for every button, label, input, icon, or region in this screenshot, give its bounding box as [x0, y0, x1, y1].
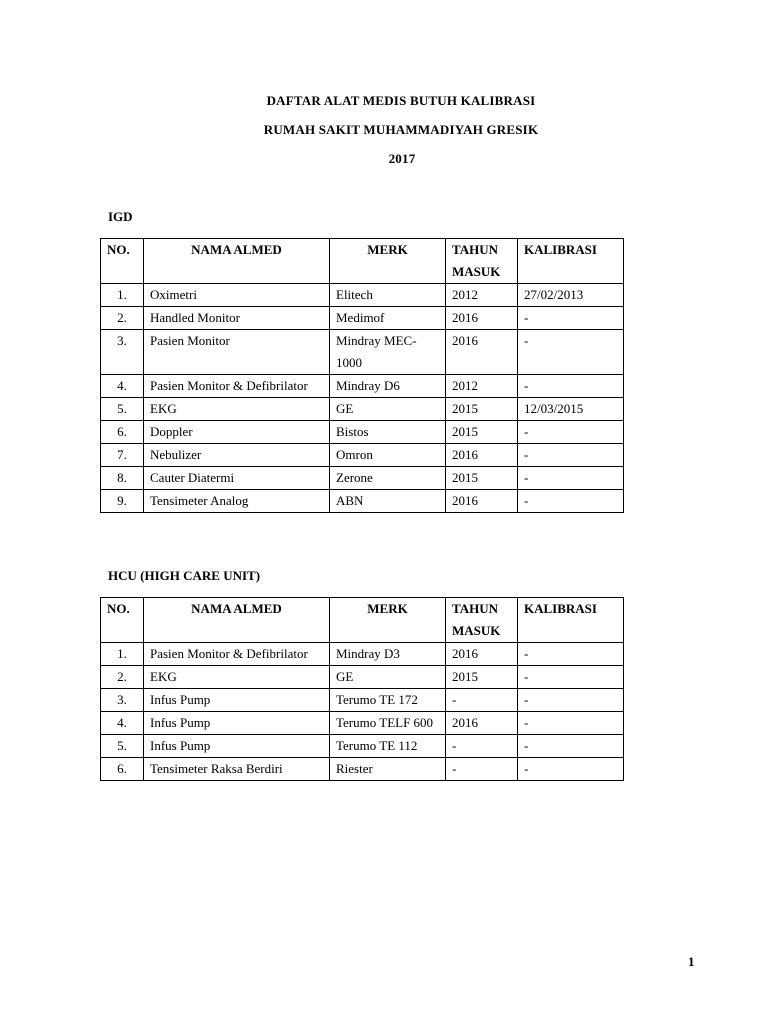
table-row [101, 375, 624, 398]
table-row [101, 735, 624, 758]
header-no: NO. [101, 239, 144, 284]
table-row [101, 490, 624, 513]
cell-merk: GE [330, 666, 446, 689]
cell-no: 6. [101, 758, 144, 781]
cell-tahun-masuk: - [446, 735, 518, 758]
cell-nama-almed: EKG [144, 398, 330, 421]
cell-merk: Zerone [330, 467, 446, 490]
table-row [101, 467, 624, 490]
header-merk: MERK [330, 598, 446, 643]
cell-tahun-masuk: 2015 [446, 467, 518, 490]
cell-merk: Mindray D3 [330, 643, 446, 666]
cell-merk: Terumo TE 172 [330, 689, 446, 712]
cell-no: 1. [101, 643, 144, 666]
cell-merk: Mindray D6 [330, 375, 446, 398]
cell-no: 3. [101, 330, 144, 375]
cell-kalibrasi: - [518, 467, 624, 490]
cell-merk: ABN [330, 490, 446, 513]
header-kalibrasi: KALIBRASI [518, 239, 624, 284]
cell-no: 3. [101, 689, 144, 712]
header-merk: MERK [330, 239, 446, 284]
cell-kalibrasi: - [518, 666, 624, 689]
cell-kalibrasi: - [518, 307, 624, 330]
cell-kalibrasi: - [518, 689, 624, 712]
cell-no: 6. [101, 421, 144, 444]
cell-no: 8. [101, 467, 144, 490]
cell-nama-almed: Nebulizer [144, 444, 330, 467]
page-number: 1 [688, 954, 695, 969]
table-row [101, 758, 624, 781]
cell-kalibrasi: - [518, 758, 624, 781]
header-nama-almed: NAMA ALMED [144, 239, 330, 284]
table-row [101, 421, 624, 444]
cell-nama-almed: Doppler [144, 421, 330, 444]
table-row [101, 398, 624, 421]
cell-tahun-masuk: 2016 [446, 307, 518, 330]
cell-nama-almed: Cauter Diatermi [144, 467, 330, 490]
cell-no: 1. [101, 284, 144, 307]
table-row [101, 307, 624, 330]
section-hcu-label: HCU (HIGH CARE UNIT) [108, 568, 261, 583]
cell-nama-almed: Pasien Monitor [144, 330, 330, 375]
cell-no: 7. [101, 444, 144, 467]
cell-no: 5. [101, 398, 144, 421]
cell-tahun-masuk: 2016 [446, 643, 518, 666]
cell-kalibrasi: - [518, 735, 624, 758]
table-row [101, 712, 624, 735]
cell-tahun-masuk: 2016 [446, 444, 518, 467]
cell-kalibrasi: - [518, 490, 624, 513]
cell-nama-almed: Infus Pump [144, 712, 330, 735]
cell-merk: Bistos [330, 421, 446, 444]
table-row [101, 284, 624, 307]
cell-merk: Mindray MEC-1000 [330, 330, 446, 375]
cell-tahun-masuk: 2015 [446, 398, 518, 421]
cell-merk: Terumo TELF 600 [330, 712, 446, 735]
igd-table [100, 238, 624, 513]
cell-tahun-masuk: 2015 [446, 421, 518, 444]
header-no: NO. [101, 598, 144, 643]
hcu-table [100, 597, 624, 781]
table-row [101, 444, 624, 467]
cell-kalibrasi: - [518, 643, 624, 666]
cell-merk: Medimof [330, 307, 446, 330]
cell-no: 5. [101, 735, 144, 758]
table-row [101, 666, 624, 689]
table-row [101, 643, 624, 666]
cell-nama-almed: Tensimeter Analog [144, 490, 330, 513]
cell-merk: Terumo TE 112 [330, 735, 446, 758]
cell-tahun-masuk: - [446, 689, 518, 712]
cell-nama-almed: Tensimeter Raksa Berdiri [144, 758, 330, 781]
cell-merk: Omron [330, 444, 446, 467]
cell-merk: GE [330, 398, 446, 421]
cell-kalibrasi: 27/02/2013 [518, 284, 624, 307]
hospital-name: RUMAH SAKIT MUHAMMADIYAH GRESIK [263, 122, 539, 137]
cell-nama-almed: EKG [144, 666, 330, 689]
cell-tahun-masuk: 2016 [446, 330, 518, 375]
cell-tahun-masuk: 2012 [446, 284, 518, 307]
cell-merk: Elitech [330, 284, 446, 307]
cell-kalibrasi: - [518, 330, 624, 375]
cell-no: 9. [101, 490, 144, 513]
header-kalibrasi: KALIBRASI [518, 598, 624, 643]
cell-kalibrasi: - [518, 712, 624, 735]
cell-kalibrasi: - [518, 375, 624, 398]
cell-nama-almed: Pasien Monitor & Defibrilator [144, 375, 330, 398]
cell-no: 2. [101, 666, 144, 689]
header-tahun-masuk: TAHUN MASUK [446, 239, 518, 284]
table-row [101, 330, 624, 375]
cell-nama-almed: Infus Pump [144, 689, 330, 712]
cell-nama-almed: Pasien Monitor & Defibrilator [144, 643, 330, 666]
cell-tahun-masuk: - [446, 758, 518, 781]
table-header-row [101, 598, 624, 643]
cell-no: 2. [101, 307, 144, 330]
cell-merk: Riester [330, 758, 446, 781]
cell-no: 4. [101, 712, 144, 735]
cell-no: 4. [101, 375, 144, 398]
cell-kalibrasi: - [518, 444, 624, 467]
cell-tahun-masuk: 2015 [446, 666, 518, 689]
table-row [101, 689, 624, 712]
cell-tahun-masuk: 2012 [446, 375, 518, 398]
cell-nama-almed: Oximetri [144, 284, 330, 307]
header-tahun-masuk: TAHUN MASUK [446, 598, 518, 643]
cell-tahun-masuk: 2016 [446, 712, 518, 735]
table-header-row [101, 239, 624, 284]
cell-kalibrasi: - [518, 421, 624, 444]
cell-kalibrasi: 12/03/2015 [518, 398, 624, 421]
section-igd-label: IGD [108, 209, 133, 224]
document-title: DAFTAR ALAT MEDIS BUTUH KALIBRASI [266, 93, 536, 108]
cell-tahun-masuk: 2016 [446, 490, 518, 513]
cell-nama-almed: Infus Pump [144, 735, 330, 758]
document-year: 2017 [388, 151, 416, 166]
cell-nama-almed: Handled Monitor [144, 307, 330, 330]
header-nama-almed: NAMA ALMED [144, 598, 330, 643]
